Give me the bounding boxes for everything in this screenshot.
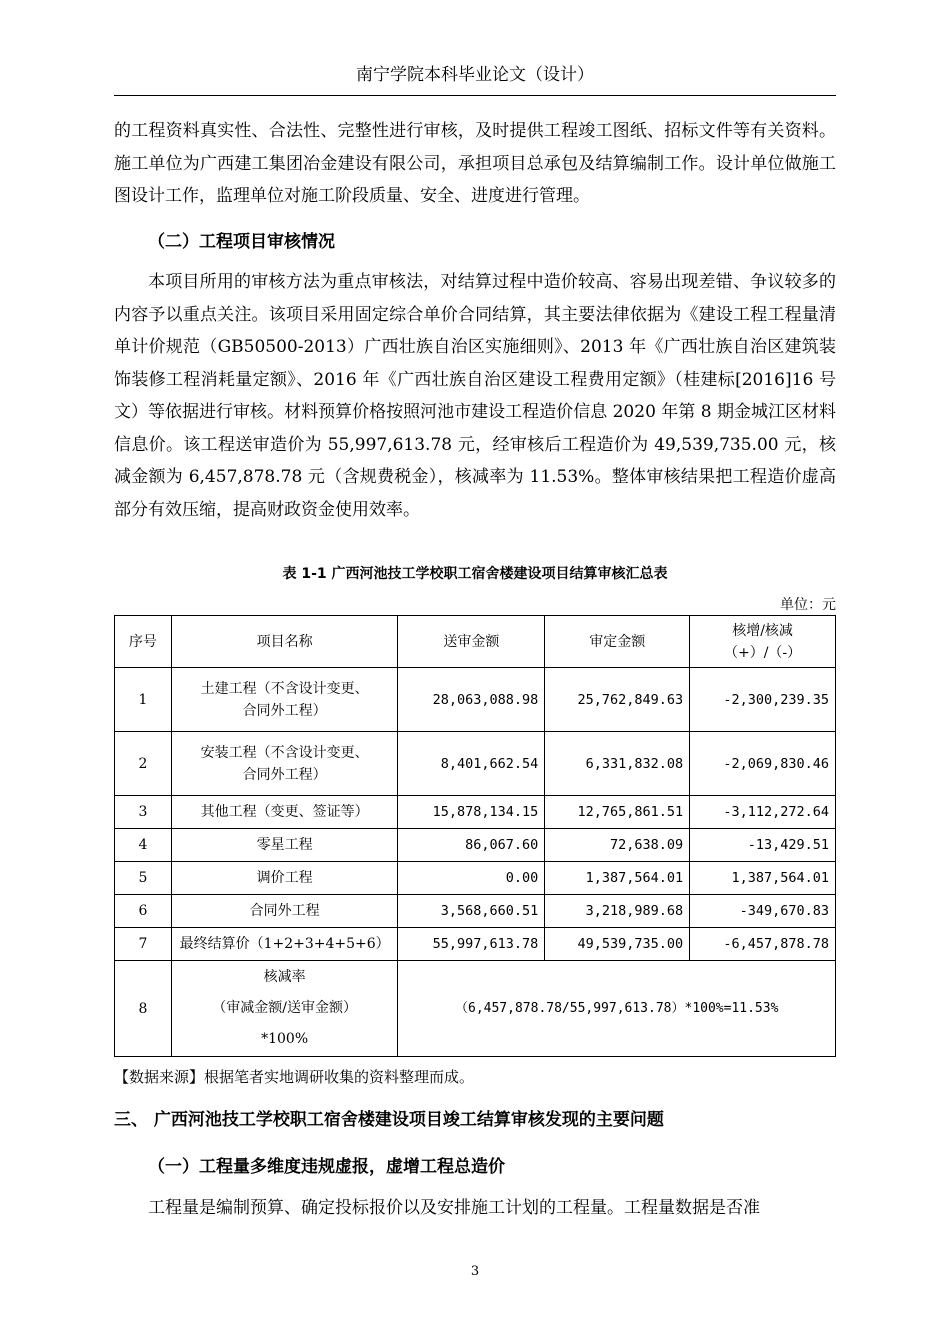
table-row xyxy=(115,796,836,829)
subheading-quantity-issues: （一）工程量多维度违规虚报，虚增工程总造价 xyxy=(148,1157,505,1177)
cell-no: 4 xyxy=(115,829,172,862)
header-diff-line1: 核增/核减 xyxy=(732,622,793,639)
cell-submitted: 55,997,613.78 xyxy=(398,928,545,961)
cell-rate-formula: （6,457,878.78/55,997,613.78）*100%=11.53% xyxy=(398,961,836,1057)
table-row-rate xyxy=(115,961,836,1057)
cell-no: 5 xyxy=(115,862,172,895)
cell-diff: 1,387,564.01 xyxy=(690,862,836,895)
paragraph-quantity-intro: 工程量是编制预算、确定投标报价以及安排施工计划的工程量。工程量数据是否准 xyxy=(148,1198,760,1218)
cell-approved: 1,387,564.01 xyxy=(545,862,690,895)
cell-name: 合同外工程 xyxy=(171,895,398,928)
table-unit: 单位：元 xyxy=(780,597,836,613)
cell-name-line2: （审减金额/送审金额） xyxy=(212,1000,357,1016)
cell-no: 3 xyxy=(115,796,172,829)
table-row xyxy=(115,668,836,732)
page-header-title: 南宁学院本科毕业论文（设计） xyxy=(356,65,594,85)
cell-diff: -6,457,878.78 xyxy=(690,928,836,961)
cell-name-line1: 土建工程（不含设计变更、 xyxy=(200,680,369,697)
table-row xyxy=(115,862,836,895)
paragraph-audit-method: 本项目所用的审核方法为重点审核法，对结算过程中造价较高、容易出现差错、争议较多的内容予以重点关注。该项目采用固定综合单价合同结算，其主要法律依据为《建设工程工程量清单计价规范（GB50500-2013）广西壮族自治区实施细则》、2013 年《广西壮族自治区建筑装饰装修工程消耗量定额》、2016 年《广西壮族自治区建设工程费用定额》（桂建标[2016]16 号文）等依据进行审核。材料预算价格按照河池市建设工程造价信息 2020 年第 8 期金城江区材料信息价。该工程送审造价为 55,997,613.78 元，经审核后工程造价为 49,539,735.00 元，核减金额为 6,457,878.78 元（含规费税金），核减率为 11.53%。整体审核结果把工程造价虚高部分有效压缩，提高财政资金使用效率。 xyxy=(114,272,836,520)
cell-submitted: 8,401,662.54 xyxy=(398,732,545,796)
cell-no: 2 xyxy=(115,732,172,796)
section-heading-main-issues: 三、 广西河池技工学校职工宿舍楼建设项目竣工结算审核发现的主要问题 xyxy=(114,1110,664,1130)
cell-no: 8 xyxy=(115,961,172,1057)
cell-approved: 25,762,849.63 xyxy=(545,668,690,732)
header-no: 序号 xyxy=(115,616,172,668)
cell-approved: 49,539,735.00 xyxy=(545,928,690,961)
cell-submitted: 3,568,660.51 xyxy=(398,895,545,928)
table-row xyxy=(115,732,836,796)
cell-approved: 12,765,861.51 xyxy=(545,796,690,829)
header-name: 项目名称 xyxy=(171,616,398,668)
cell-name xyxy=(171,961,398,1057)
header-approved: 审定金额 xyxy=(545,616,690,668)
header-submitted: 送审金额 xyxy=(398,616,545,668)
cell-diff: -2,300,239.35 xyxy=(690,668,836,732)
cell-no: 7 xyxy=(115,928,172,961)
cell-name: 最终结算价（1+2+3+4+5+6） xyxy=(171,928,398,961)
header-divider xyxy=(114,95,836,96)
cell-name-line1: 安装工程（不含设计变更、 xyxy=(200,744,369,761)
cell-diff: -3,112,272.64 xyxy=(690,796,836,829)
cell-approved: 6,331,832.08 xyxy=(545,732,690,796)
cell-submitted: 86,067.60 xyxy=(398,829,545,862)
cell-name-line2: 合同外工程） xyxy=(242,766,327,783)
cell-diff: -13,429.51 xyxy=(690,829,836,862)
cell-name-line1: 核减率 xyxy=(263,969,306,985)
cell-name: 其他工程（变更、签证等） xyxy=(171,796,398,829)
audit-summary-table xyxy=(114,615,836,1057)
cell-name-line3: *100% xyxy=(261,1031,309,1047)
table-row xyxy=(115,829,836,862)
page-number: 3 xyxy=(470,1264,480,1279)
cell-diff: -349,670.83 xyxy=(690,895,836,928)
cell-name xyxy=(171,732,398,796)
cell-submitted: 28,063,088.98 xyxy=(398,668,545,732)
cell-no: 6 xyxy=(115,895,172,928)
cell-approved: 3,218,989.68 xyxy=(545,895,690,928)
table-row xyxy=(115,928,836,961)
table-source-note: 【数据来源】根据笔者实地调研收集的资料整理而成。 xyxy=(114,1068,475,1086)
cell-no: 1 xyxy=(115,668,172,732)
cell-submitted: 15,878,134.15 xyxy=(398,796,545,829)
cell-name: 调价工程 xyxy=(171,862,398,895)
cell-name-line2: 合同外工程） xyxy=(242,702,327,719)
subheading-audit-status: （二）工程项目审核情况 xyxy=(148,232,335,252)
cell-diff: -2,069,830.46 xyxy=(690,732,836,796)
cell-name xyxy=(171,668,398,732)
table-row xyxy=(115,895,836,928)
table-caption: 表 1-1 广西河池技工学校职工宿舍楼建设项目结算审核汇总表 xyxy=(282,566,668,582)
header-diff-line2: （+）/（-） xyxy=(723,644,802,661)
table-header-row xyxy=(115,616,836,668)
cell-approved: 72,638.09 xyxy=(545,829,690,862)
paragraph-project-parties: 的工程资料真实性、合法性、完整性进行审核，及时提供工程竣工图纸、招标文件等有关资料。施工单位为广西建工集团冶金建设有限公司，承担项目总承包及结算编制工作。设计单位做施工图设计工作，监理单位对施工阶段质量、安全、进度进行管理。 xyxy=(114,121,836,206)
header-diff xyxy=(690,616,836,668)
cell-name: 零星工程 xyxy=(171,829,398,862)
cell-submitted: 0.00 xyxy=(398,862,545,895)
